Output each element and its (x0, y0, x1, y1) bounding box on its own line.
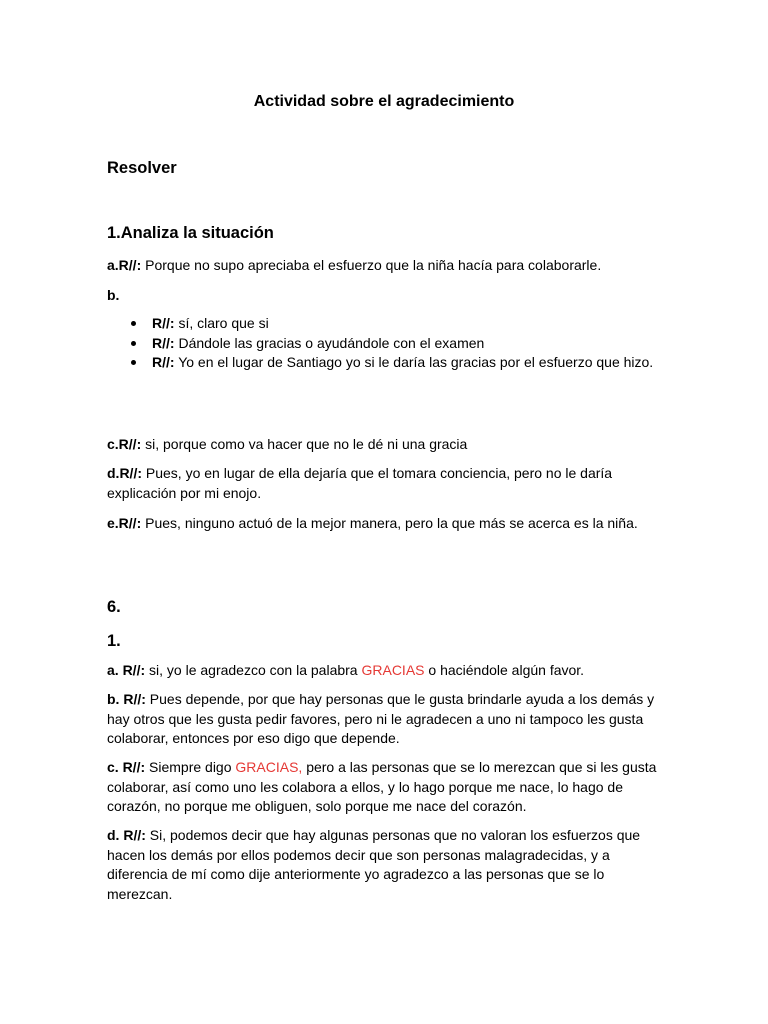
list-item (130, 314, 670, 334)
list-item-label: R//: (152, 315, 175, 331)
question-b-text: Pues depende, por que hay personas que le gusta brindarle ayuda a los demás y hay otros que les gusta pedir favores, pero ni le agradecen a uno ni tampoco les gusta colaborar, entonces por eso digo que depende. (107, 691, 655, 746)
answer-e-text: Pues, ninguno actuó de la mejor manera, pero la que más se acerca es la niña. (141, 515, 638, 531)
question-c-answer (107, 758, 667, 817)
question-d-answer (107, 826, 667, 904)
question-a-label: a. R//: (107, 662, 146, 678)
answer-e-label: e.R//: (107, 515, 142, 531)
list-item-text: Dándole las gracias o ayudándole con el examen (174, 334, 485, 351)
subsection-1-heading: 1. (107, 632, 121, 650)
bullet-icon (131, 321, 136, 326)
question-d-text: Si, podemos decir que hay algunas personas que no valoran los esfuerzos que hacen los demás por ellos podemos decir que son personas malagradecidas, y a diferencia de mí como dije anteriormente yo agradezco a las personas que se lo merezcan. (107, 827, 641, 902)
answer-c-text: si, porque como va hacer que no le dé ni una gracia (141, 436, 468, 452)
resolver-heading: Resolver (107, 159, 177, 177)
question-c-text-end: pero a las personas que se lo merezcan que si les gusta colaborar, así como uno les colabora a ellos, y lo hago porque me nace, lo hago de corazón, no porque me obliguen, solo porque me nace del corazón. (107, 759, 657, 814)
answer-a-text: Porque no supo apreciaba el esfuerzo que la niña hacía para colaborarle. (141, 257, 602, 273)
answer-e (107, 514, 667, 534)
list-item-label: R//: (152, 334, 175, 351)
question-a-answer (107, 661, 667, 681)
gracias-highlight: GRACIAS (361, 662, 425, 678)
question-a-text-end: o haciéndole algún favor. (424, 662, 585, 678)
question-c-label: c. R//: (107, 759, 146, 775)
list-item (130, 334, 670, 354)
list-item-text: Yo en el lugar de Santiago yo si le daría las gracias por el esfuerzo que hizo. (174, 354, 654, 370)
answer-b-list (130, 314, 670, 373)
question-c-text: Siempre digo (145, 759, 236, 775)
question-b-label: b. R//: (107, 691, 146, 707)
question-a-text: si, yo le agradezco con la palabra (145, 662, 362, 678)
question-b-answer (107, 690, 667, 749)
answer-d-label: d.R//: (107, 465, 142, 481)
section-1-heading: 1.Analiza la situación (107, 224, 274, 242)
answer-d (107, 464, 667, 503)
answer-d-text: Pues, yo en lugar de ella dejaría que el tomara conciencia, pero no le daría explicación por mi enojo. (107, 465, 613, 501)
list-item-label: R//: (152, 354, 175, 370)
answer-b-label (107, 286, 667, 306)
list-item-text: sí, claro que si (174, 315, 269, 331)
bullet-icon (131, 360, 136, 365)
answer-a (107, 256, 667, 276)
list-item (130, 353, 670, 373)
answer-b-label-text: b. (107, 287, 120, 303)
answer-a-label: a.R//: (107, 257, 142, 273)
gracias-highlight: GRACIAS, (235, 759, 303, 775)
answer-c-label: c.R//: (107, 436, 142, 452)
section-6-heading: 6. (107, 598, 121, 616)
question-d-label: d. R//: (107, 827, 146, 843)
answer-c (107, 435, 667, 455)
bullet-icon (131, 341, 136, 346)
document-title: Actividad sobre el agradecimiento (253, 93, 515, 110)
